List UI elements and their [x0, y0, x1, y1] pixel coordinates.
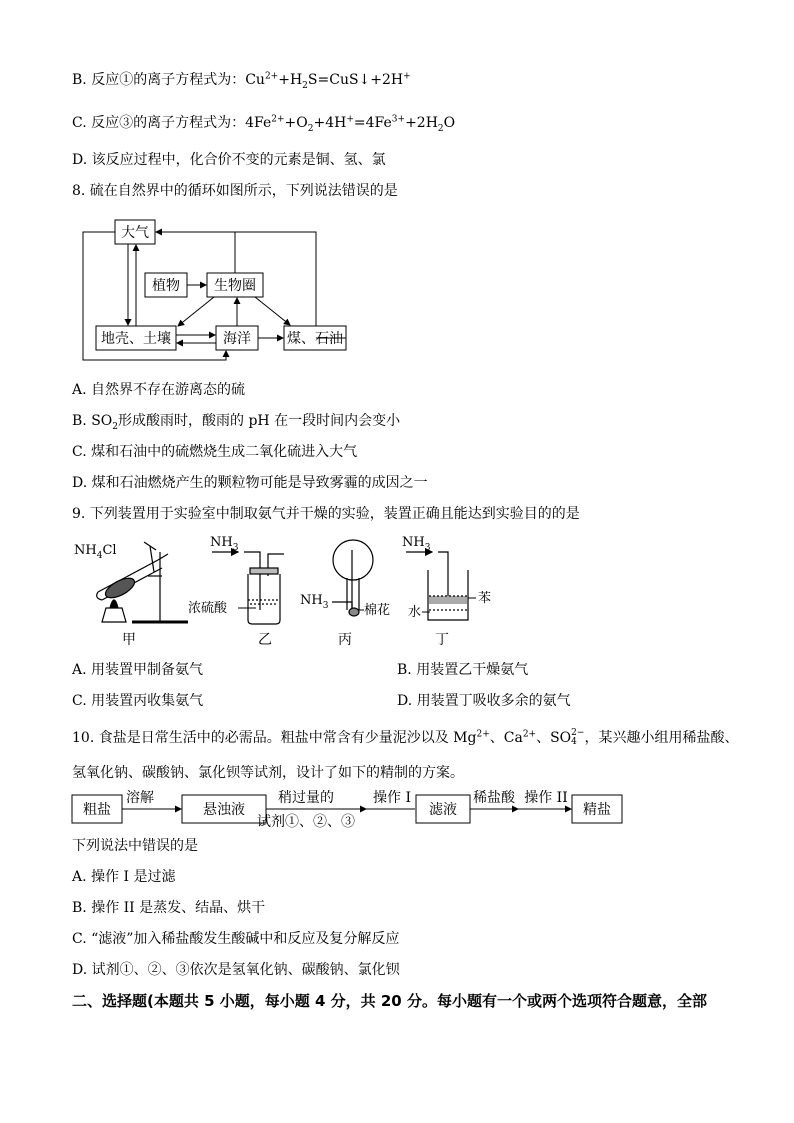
yi-acid-label: 浓硫酸: [188, 601, 228, 616]
purification-flowchart: [70, 784, 630, 830]
q10-stem-line2: 氢氧化钠、碳酸钠、氯化钡等试剂，设计了如下的精制的方案。: [72, 765, 464, 781]
bing-gas-label: $NH_3$: [300, 593, 329, 611]
flow-suspension: 悬浊液: [203, 802, 245, 818]
node-biosphere: 生物圈: [214, 278, 256, 294]
q10-option-c: C. “滤液”加入稀盐酸发生酸碱中和反应及复分解反应: [72, 931, 400, 947]
q10-option-d: D. 试剂①、②、③依次是氢氧化钠、碳酸钠、氯化钡: [72, 962, 400, 978]
flow-operation1: 操作 I: [373, 790, 411, 806]
flow-operation2: 操作 II: [524, 790, 568, 806]
jia-reagent-label: $NH_4Cl$: [74, 543, 117, 561]
flow-reagents: 试剂①、②、③: [257, 814, 355, 830]
ding-water-label: 水: [408, 605, 422, 620]
node-plant: 植物: [152, 278, 180, 294]
q9-option-a: A. 用装置甲制备氨气: [72, 662, 204, 678]
q10-option-a: A. 操作 I 是过滤: [72, 869, 176, 885]
jia-label: 甲: [122, 632, 136, 648]
q7-option-b: B. 反应①的离子方程式为：$Cu^{2+}+H_2S=CuS↓+2H^+$: [72, 71, 411, 91]
ding-gas-label: $NH_3$: [402, 535, 431, 553]
q7-option-c: C. 反应③的离子方程式为：$4Fe^{2+}+O_2+4H^+=4Fe^{3+}+2H_2O$: [72, 114, 456, 134]
q9-stem: 9. 下列装置用于实验室中制取氨气并干燥的实验，装置正确且能达到实验目的的是: [72, 506, 580, 522]
ding-label: 丁: [435, 632, 449, 648]
sulfur-cycle-diagram: [78, 215, 368, 365]
node-atmosphere: 大气: [121, 225, 149, 241]
ding-benzene-label: 苯: [478, 591, 492, 606]
flow-excess: 稍过量的: [278, 790, 334, 806]
q8-option-d: D. 煤和石油燃烧产生的颗粒物可能是导致雾霾的成因之一: [72, 475, 428, 491]
yi-label: 乙: [258, 632, 272, 648]
section-2-heading: 二、选择题(本题共 5 小题，每小题 4 分，共 20 分。每小题有一个或两个选项符合题意，全部: [72, 992, 707, 1010]
q8-option-a: A. 自然界不存在游离态的硫: [72, 382, 246, 398]
yi-gas-label: $NH_3$: [210, 535, 239, 553]
q9-option-d: D. 用装置丁吸收多余的氨气: [397, 693, 571, 709]
node-ocean: 海洋: [223, 331, 251, 347]
q8-stem: 8. 硫在自然界中的循环如图所示，下列说法错误的是: [72, 183, 398, 199]
node-crust-soil: 地壳、土壤: [101, 331, 171, 347]
q8-option-b: B. $SO_2$形成酸雨时，酸雨的 pH 在一段时间内会变小: [72, 413, 401, 432]
bing-label: 丙: [338, 632, 352, 648]
node-coal-oil: 煤、石油: [287, 331, 343, 347]
q10-option-b: B. 操作 II 是蒸发、结晶、烘干: [72, 900, 266, 916]
flow-dilute-hcl: 稀盐酸: [473, 790, 515, 806]
q9-option-c: C. 用装置丙收集氨气: [72, 693, 204, 709]
bing-cotton-label: 棉花: [364, 603, 391, 618]
flow-refined-salt: 精盐: [583, 802, 611, 818]
q9-apparatus-figure: [70, 532, 510, 650]
q9-option-b: B. 用装置乙干燥氨气: [397, 662, 529, 678]
flow-dissolve: 溶解: [126, 790, 154, 806]
flow-filtrate: 滤液: [429, 802, 457, 818]
flow-crude-salt: 粗盐: [83, 802, 111, 818]
q8-option-c: C. 煤和石油中的硫燃烧生成二氧化硫进入大气: [72, 444, 358, 460]
q7-option-d: D. 该反应过程中，化合价不变的元素是铜、氢、氯: [72, 152, 386, 168]
q10-sub-stem: 下列说法中错误的是: [72, 838, 198, 854]
q10-stem-line1: 10. 食盐是日常生活中的必需品。粗盐中常含有少量泥沙以及 $Mg^{2+}$、$Ca^{2+}$、SO 2− 4 ，某兴趣小组用稀盐酸、: [72, 728, 739, 747]
